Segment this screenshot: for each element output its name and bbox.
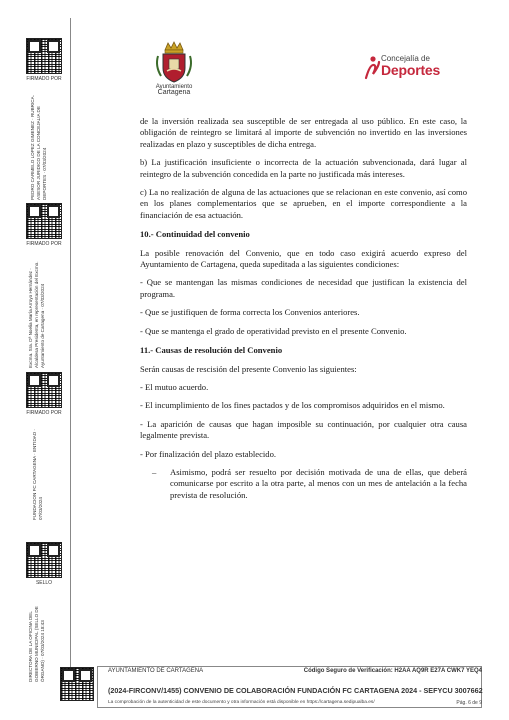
paragraph: - El incumplimiento de los fines pactados y de los compromisos adquiridos en el mismo. <box>140 400 445 411</box>
seal-details: DIRECTORA DE LA OFICINA DEL GOBIERNO MUNICIPAL (SELLO DE ÓRGANO) · 07/03/2024 18:43 <box>28 606 45 682</box>
signer-details: Excma. Sra. Dª Noelia María Arroyo Hernández · Alcaldesa Presidenta, en representación del Excmo. Ayuntamiento de Cartagena · 07/03/2024 <box>28 261 45 368</box>
indented-text: Asimismo, podrá ser resuelto por decisión motivada de una de ellas, que deberá comunicarse por escrito a la otra parte, al menos con un mes de antelación a la fecha prevista de resolución. <box>170 466 467 500</box>
logo-title: Deportes <box>381 62 441 78</box>
signature-qr-code <box>26 203 62 239</box>
signer-label: FIRMADO POR <box>26 76 62 82</box>
signer-label: FIRMADO POR <box>26 410 62 416</box>
paragraph: - El mutuo acuerdo. <box>140 381 209 392</box>
paragraph: - La aparición de causas que hagan imposible su continuación, por cualquier otra causa legalmente prevista. <box>140 418 467 441</box>
cartagena-crest-logo <box>153 40 195 84</box>
signer-details: FUNDACION FC CARTAGENA · ENTIDAD · 07/03/2024 <box>32 429 43 520</box>
section-heading: 11.- Causas de resolución del Convenio <box>140 345 283 356</box>
verification-link[interactable]: La comprobación de la autenticidad de este documento y otra información está disponible en https://cartagena.sedipualba.es/ <box>108 700 375 705</box>
document-body <box>140 116 467 501</box>
dash-marker: – <box>152 466 157 477</box>
paragraph: c) La no realización de alguna de las actuaciones que se relacionan en este convenio, así como en los planes complementarios que se aprueben, en el importe correspondiente a la financiación de esa actuación. <box>140 187 467 220</box>
crest-caption-line2: Cartagena <box>157 89 191 96</box>
seal-label: SELLO <box>35 580 53 586</box>
seal-qr-code <box>26 542 62 578</box>
paragraph: - Que se justifiquen de forma correcta los Convenios anteriores. <box>140 307 360 318</box>
paragraph: - Que se mantenga el grado de operatividad previsto en el presente Convenio. <box>140 325 407 336</box>
signature-qr-code <box>26 38 62 74</box>
signer-details: PEDRO CARMELO LOPEZ GIMENEZ · RUBRICA. ASESOR JURIDICO DE LA CONCEJALIA DE DEPORTES · 07/03/2024 <box>30 95 47 200</box>
signature-qr-code <box>26 372 62 408</box>
crest-caption <box>146 84 202 96</box>
verification-code: Código Seguro de Verificación: H2AA AQ9R E27A CWK7 YEQ4 <box>303 668 482 674</box>
signer-label: FIRMADO POR <box>26 241 62 247</box>
paragraph: de la inversión realizada sea susceptible de ser entregada al uso público. En este caso, la obligación de reintegro se limitará al importe de subvención no invertido en las inversiones realizadas en plazo y susceptibles de dicha entrega. <box>140 116 467 149</box>
logo-subtitle: Concejalía de <box>381 54 430 63</box>
section-heading: 10.- Continuidad del convenio <box>140 229 250 240</box>
document-title: (2024-FIRCONV/1455) CONVENIO DE COLABORACIÓN FUNDACIÓN FC CARTAGENA 2024 - SEFYCU 3007662 <box>108 686 483 695</box>
paragraph: b) La justificación insuficiente o incorrecta de la actuación subvencionada, dará lugar al reintegro de la subvención concedida en la parte no justificada más intereses. <box>140 157 467 179</box>
crest-caption-line1: Ayuntamiento <box>155 84 193 90</box>
paragraph: - Que se mantengan las mismas condiciones de necesidad que justifican la existencia del programa. <box>140 277 467 299</box>
footer-entity: AYUNTAMIENTO DE CARTAGENA <box>108 668 204 674</box>
margin-divider <box>70 18 71 680</box>
paragraph: La posible renovación del Convenio, que en todo caso exigirá acuerdo expreso del Ayuntamiento de Cartagena, queda supeditada a las siguientes condiciones: <box>140 247 467 270</box>
paragraph: Serán causas de rescisión del presente Convenio las siguientes: <box>140 363 357 374</box>
indented-paragraph <box>140 467 467 501</box>
page-number: Pág. 6 de 9 <box>456 700 482 706</box>
footer-qr-code <box>60 667 94 701</box>
paragraph: - Por finalización del plazo establecido. <box>140 448 277 459</box>
